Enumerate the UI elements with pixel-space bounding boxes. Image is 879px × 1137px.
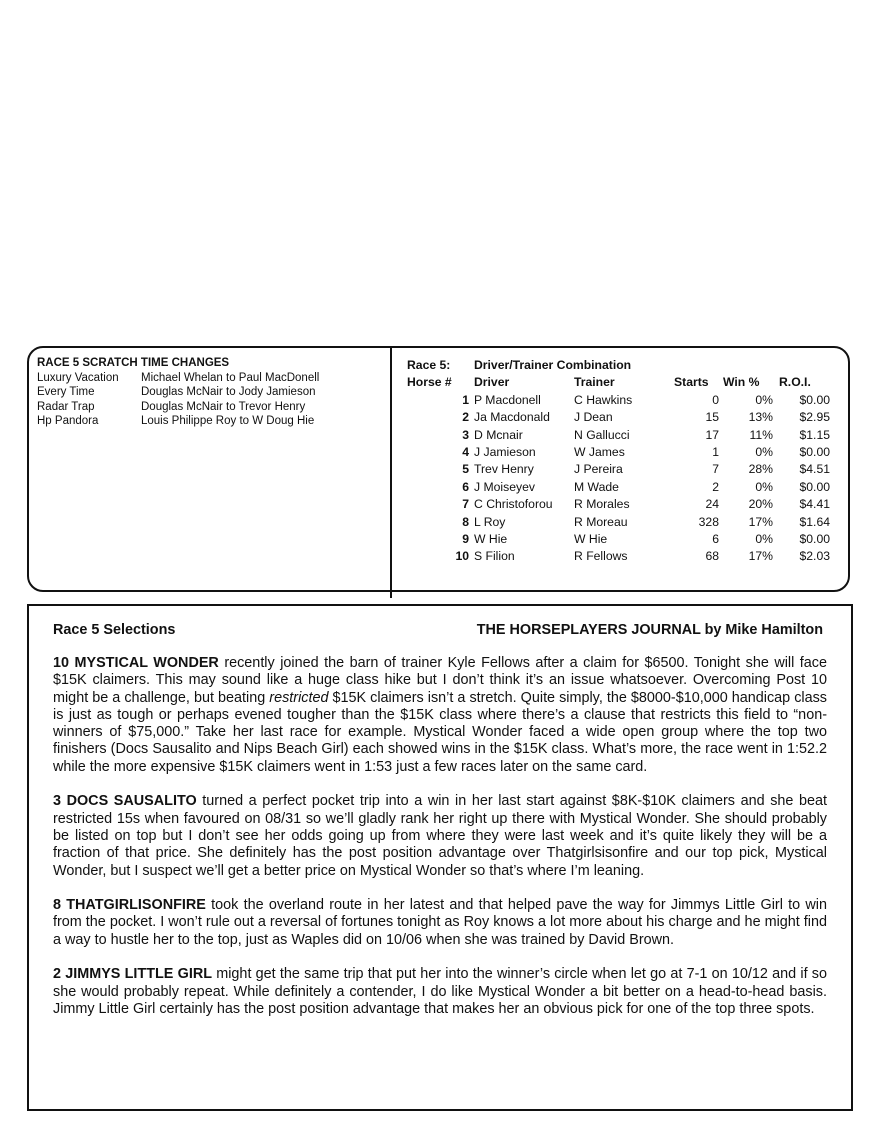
selection-horse: 10 MYSTICAL WONDER xyxy=(53,655,219,671)
selection-horse: 8 THATGIRLISONFIRE xyxy=(53,897,206,914)
roi-value: $0.00 xyxy=(799,479,830,494)
win-value: 11% xyxy=(749,427,773,442)
table-row xyxy=(407,548,847,565)
header-roi: R.O.I. xyxy=(779,375,811,390)
starts-value: 68 xyxy=(705,549,719,564)
header-driver: Driver xyxy=(474,375,510,390)
horse-number: 6 xyxy=(462,479,469,494)
selection-text: $15K claimers isn’t a stretch. Quite simply, the $8000-$10,000 handicap class is just as tough or perhaps evened tougher than the $15K class where there’s a clause that restricts this field to “non-winners of $75,000.” Take her last race for example. Mystical Wonder faced a wide open group where the top two finishers (Docs Sausalito and Nips Beach Girl) each showed wins in the $15K class. What’s more, the race went in 1:52.2 while the more expensive $15K claimers went in 1:53 just a few races later on the same card. xyxy=(53,689,828,775)
win-value: 0% xyxy=(755,392,773,407)
selections-article xyxy=(53,655,827,1036)
roi-value: $4.41 xyxy=(799,497,830,512)
table-row xyxy=(407,409,847,426)
table-row xyxy=(407,427,847,444)
horse-number: 9 xyxy=(462,531,469,546)
driver-name: Ja Macdonald xyxy=(474,410,550,425)
roi-value: $4.51 xyxy=(799,462,830,477)
scratch-horse: Luxury Vacation xyxy=(37,371,119,384)
table-title: Driver/Trainer Combination xyxy=(474,358,632,372)
race-label: Race 5: xyxy=(407,358,451,372)
header-starts: Starts xyxy=(674,375,709,390)
scratch-row xyxy=(37,414,382,429)
driver-name: J Jamieson xyxy=(474,444,536,459)
driver-trainer-table xyxy=(407,357,847,566)
win-value: 20% xyxy=(748,497,773,512)
horse-number: 4 xyxy=(462,444,469,459)
horse-number: 2 xyxy=(462,410,469,425)
scratch-title: RACE 5 SCRATCH TIME CHANGES xyxy=(37,357,230,369)
starts-value: 6 xyxy=(712,531,719,546)
scratch-row xyxy=(37,371,382,386)
table-row xyxy=(407,479,847,496)
roi-value: $1.15 xyxy=(799,427,830,442)
trainer-name: M Wade xyxy=(574,479,619,494)
starts-value: 17 xyxy=(705,427,719,442)
driver-name: J Moiseyev xyxy=(474,479,535,494)
selections-header xyxy=(53,622,823,638)
selection-text: took the overland route in her latest and that helped pave the way for Jimmys Little Girl to win from the pocket. I won’t rule out a reversal of fortunes tonight as Roy knows a lot more about his charge and he might find a way to hustle her to the top, just as Waples did on 10/06 when she was trained by David Brown. xyxy=(53,897,827,948)
trainer-name: J Pereira xyxy=(574,462,623,477)
roi-value: $0.00 xyxy=(799,444,830,459)
starts-value: 24 xyxy=(705,497,719,512)
selection-paragraph xyxy=(53,966,827,1018)
selection-paragraph xyxy=(53,897,827,949)
win-value: 17% xyxy=(748,549,773,564)
trainer-name: W Hie xyxy=(574,531,608,546)
table-row xyxy=(407,531,847,548)
starts-value: 0 xyxy=(712,392,719,407)
driver-name: S Filion xyxy=(474,549,515,564)
trainer-name: R Fellows xyxy=(574,549,628,564)
scratch-change: Douglas McNair to Jody Jamieson xyxy=(141,386,316,399)
roi-value: $1.64 xyxy=(799,514,830,529)
starts-value: 15 xyxy=(705,410,719,425)
selection-paragraph xyxy=(53,655,827,776)
starts-value: 2 xyxy=(712,479,719,494)
driver-name: Trev Henry xyxy=(474,462,534,477)
scratch-change: Louis Philippe Roy to W Doug Hie xyxy=(141,415,315,428)
header-win: Win % xyxy=(723,375,760,390)
roi-value: $2.95 xyxy=(799,410,830,425)
selection-horse: 3 DOCS SAUSALITO xyxy=(53,793,197,810)
win-value: 0% xyxy=(755,444,773,459)
header-horse: Horse # xyxy=(407,375,452,390)
table-row xyxy=(407,461,847,478)
roi-value: $0.00 xyxy=(799,392,830,407)
table-row xyxy=(407,514,847,531)
byline: THE HORSEPLAYERS JOURNAL by Mike Hamilton xyxy=(476,622,823,638)
horse-number: 3 xyxy=(462,427,469,442)
scratch-row xyxy=(37,400,382,415)
emphasis-text: restricted xyxy=(269,689,329,706)
horse-number: 7 xyxy=(462,497,469,512)
table-row xyxy=(407,496,847,513)
trainer-name: W James xyxy=(574,444,625,459)
starts-value: 328 xyxy=(698,514,719,529)
table-title-row xyxy=(407,357,847,374)
selection-text: recently joined the barn of trainer Kyle Fellows after a claim for $6500. Tonight she will face $15K claimers. This may sound like a huge class hike but I don’t think it’s an issue whatsoever. Overcoming Post 10 might be a challenge, but beating xyxy=(53,655,828,706)
scratch-changes xyxy=(37,356,382,429)
header-trainer: Trainer xyxy=(574,375,615,390)
selections-title: Race 5 Selections xyxy=(53,622,176,638)
scratch-horse: Hp Pandora xyxy=(37,415,99,428)
win-value: 13% xyxy=(748,410,773,425)
horse-number: 10 xyxy=(455,549,469,564)
scratch-horse: Radar Trap xyxy=(37,400,95,413)
scratch-row xyxy=(37,385,382,400)
win-value: 0% xyxy=(755,479,773,494)
driver-name: C Christoforou xyxy=(474,497,553,512)
driver-name: W Hie xyxy=(474,531,508,546)
selection-horse: 2 JIMMYS LITTLE GIRL xyxy=(53,966,213,983)
selection-text: turned a perfect pocket trip into a win in her last start against $8K-$10K claimers and she beat restricted 15s when favoured on 08/31 so we’ll gladly rank her right up there with Mystical Wonder. She should probably be listed on top but I don’t see her odds going up from where they were last week and it’s quite likely they will be a fraction of that price. She definitely has the post position advantage over Thatgirlsisonfire and our top pick, Mystical Wonder, but I suspect we’ll get a better price on Mystical Wonder so that’s where I’m leaning. xyxy=(53,793,827,879)
driver-name: P Macdonell xyxy=(474,392,541,407)
scratch-horse: Every Time xyxy=(37,386,95,399)
win-value: 28% xyxy=(748,462,773,477)
driver-name: D Mcnair xyxy=(474,427,523,442)
horse-number: 5 xyxy=(462,462,469,477)
driver-name: L Roy xyxy=(474,514,506,529)
horse-number: 1 xyxy=(462,392,469,407)
selection-paragraph xyxy=(53,793,827,879)
trainer-name: J Dean xyxy=(574,410,613,425)
panel-divider xyxy=(390,346,392,598)
selection-text: might get the same trip that put her into the winner’s circle when let go at 7-1 on 10/12 and if so she would probably repeat. While definitely a contender, I do like Mystical Wonder a bit better on a head-to-head basis. Jimmy Little Girl certainly has the post position advantage that makes her an obvious pick for one of the top three spots. xyxy=(53,966,827,1017)
scratch-change: Douglas McNair to Trevor Henry xyxy=(141,400,306,413)
starts-value: 7 xyxy=(712,462,719,477)
win-value: 17% xyxy=(748,514,773,529)
trainer-name: N Gallucci xyxy=(574,427,630,442)
table-header-row xyxy=(407,374,847,391)
scratch-change: Michael Whelan to Paul MacDonell xyxy=(141,371,320,384)
roi-value: $2.03 xyxy=(799,549,830,564)
roi-value: $0.00 xyxy=(799,531,830,546)
table-row xyxy=(407,392,847,409)
starts-value: 1 xyxy=(712,444,719,459)
trainer-name: R Moreau xyxy=(574,514,628,529)
table-row xyxy=(407,444,847,461)
trainer-name: R Morales xyxy=(574,497,630,512)
trainer-name: C Hawkins xyxy=(574,392,633,407)
win-value: 0% xyxy=(755,531,773,546)
horse-number: 8 xyxy=(462,514,469,529)
